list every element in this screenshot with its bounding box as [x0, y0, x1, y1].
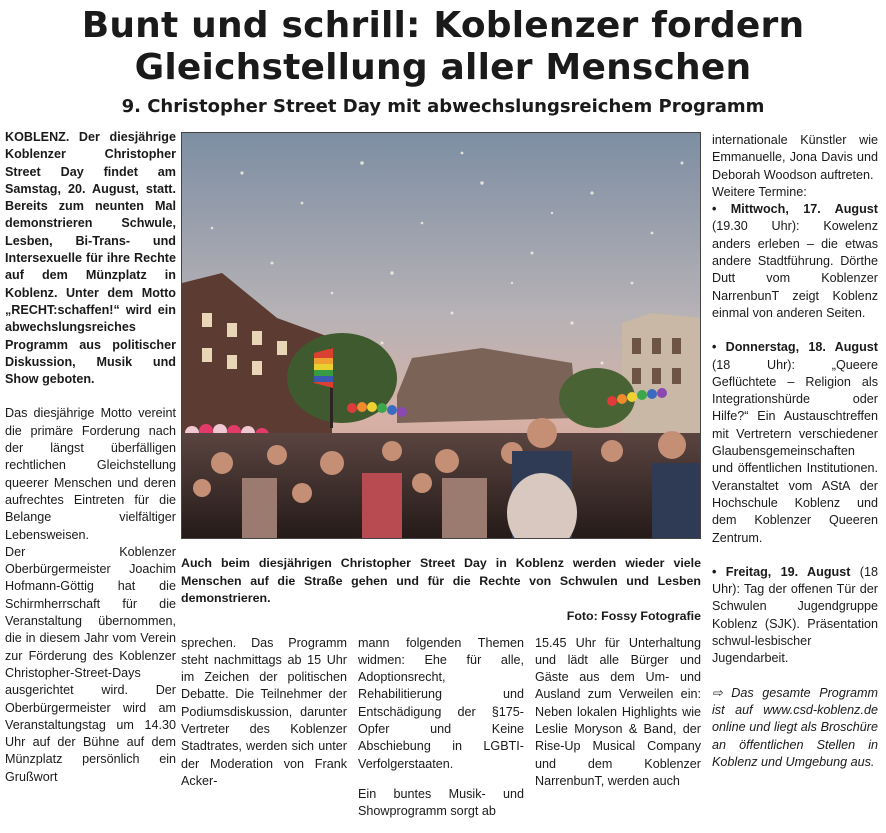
arrow-icon: ⇨: [712, 685, 723, 700]
event-thursday-body: (18 Uhr): „Queere Geflüchtete – Religion als Integrationshürde oder Hilfe?“ Ein Austauschtreffen mit Vertretern verschiedener Glaubensgemeinschaften und öffentlichen Institutionen. Veranstaltet vom AStA der Hochschule Koblenz und dem Koblenzer Queeren Zentrum.: [712, 357, 878, 545]
subheadline: 9. Christopher Street Day mit abwechslungsreichem Programm: [121, 96, 765, 117]
paragraph-debate: sprechen. Das Programm steht nachmittags ab 15 Uhr im Zeichen der politischen Debatte. Die Teilnehmer der Podiumsdiskussion, darunter Vertreter des Koblenzer Stadtrates, werden sich unter der Moderation von Frank Acker-: [181, 635, 347, 788]
article-column-5: [712, 132, 878, 771]
paragraph-artists: internationale Künstler wie Emmanuelle, Jona Davis und Deborah Woodson auftreten.: [712, 133, 878, 182]
event-wednesday-head: • Mittwoch, 17. August: [712, 202, 878, 217]
photo-caption: [181, 555, 701, 625]
article-column-3: [358, 622, 524, 833]
event-thursday-head: • Donnerstag, 18. August: [712, 340, 878, 355]
article-column-4: [535, 622, 701, 803]
program-note-text: Das gesamte Programm ist auf www.csd-koblenz.de online und liegt als Broschüre an öffentlichen Stellen in Koblenz und Umgebung aus.: [712, 685, 878, 769]
dates-title: Weitere Termine:: [712, 184, 807, 199]
event-friday-body: (18 Uhr): Tag der offenen Tür der Schwulen Jugendgruppe Koblenz (SJK). Präsentation schwul-lesbischer Jugendarbeit.: [712, 564, 878, 666]
event-wednesday: [712, 201, 878, 322]
headline-line-1: Bunt und schrill: Koblenzer fordern: [81, 5, 805, 46]
paragraph-topics: mann folgenden Themen widmen: Ehe für alle, Adoptionsrecht, Rehabilitierung und Entschädigung der §175-Opfer und Keine Abschiebung in LGBTI-Verfolgerstaaten.: [358, 635, 524, 771]
headline-line-2: Gleichstellung aller Menschen: [134, 47, 752, 88]
event-wednesday-body: (19.30 Uhr): Kowelenz anders erleben – die etwas andere Stadtführung. Dörthe Dutt vom Koblenzer NarrenbunT zeigt Koblenz einmal von anderen Seiten.: [712, 219, 878, 320]
photo-credit: Foto: Fossy Fotografie: [566, 608, 701, 623]
crowd-photo-image: [182, 133, 701, 539]
event-thursday: [712, 339, 878, 547]
article-column-2: [181, 622, 347, 803]
crowd-photo: [181, 132, 701, 539]
paragraph-entertainment: 15.45 Uhr für Unterhaltung und lädt alle Bürger und Gäste aus dem Um- und Ausland zum Verweilen ein: Neben lokalen Highlights wie Leslie Moryson & Band, der Rise-Up Musical Company und dem Koblenzer NarrenbunT, werden auch: [535, 635, 701, 788]
event-friday: [712, 564, 878, 668]
paragraph-patron: Der Koblenzer Oberbürgermeister Joachim Hofmann-Göttig hat die Schirmherrschaft für die Veranstaltung übernommen, die in diesem Jahr vom Verein zur Förderung des Koblenzer Christopher-Street-Days ausgerichtet wird. Der Oberbürgermeister wird am Veranstaltungstag um 14.30 Uhr auf der Bühne auf dem Münzplatz persönlich ein Grußwort: [5, 544, 176, 784]
lead-paragraph: KOBLENZ. Der diesjährige Koblenzer Christopher Street Day findet am Samstag, 20. August, statt. Bereits zum neunten Mal demonstrieren Schwule, Lesben, Bi-Trans- und Intersexuelle für ihre Rechte auf dem Münzplatz in Koblenz. Unter dem Motto „RECHT:schaffen!“ wird ein abwechslungsreiches Programm aus politischer Diskussion, Musik und Show geboten.: [5, 130, 176, 387]
event-friday-head: • Freitag, 19. August: [712, 564, 851, 579]
paragraph-motto: Das diesjährige Motto vereint die primäre Forderung nach der längst überfälligen rechtlichen Gleichstellung queerer Menschen und deren aufrechtes Eintreten für die Belange vielfältiger Lebensweisen.: [5, 406, 176, 542]
article-column-1: [5, 129, 176, 786]
program-note: [712, 685, 878, 771]
paragraph-show: Ein buntes Musik- und Showprogramm sorgt ab: [358, 786, 524, 818]
caption-text: Auch beim diesjährigen Christopher Street Day in Koblenz werden wieder viele Menschen auf die Straße gehen und für die Rechte von Schwulen und Lesben demonstrieren.: [181, 556, 701, 605]
